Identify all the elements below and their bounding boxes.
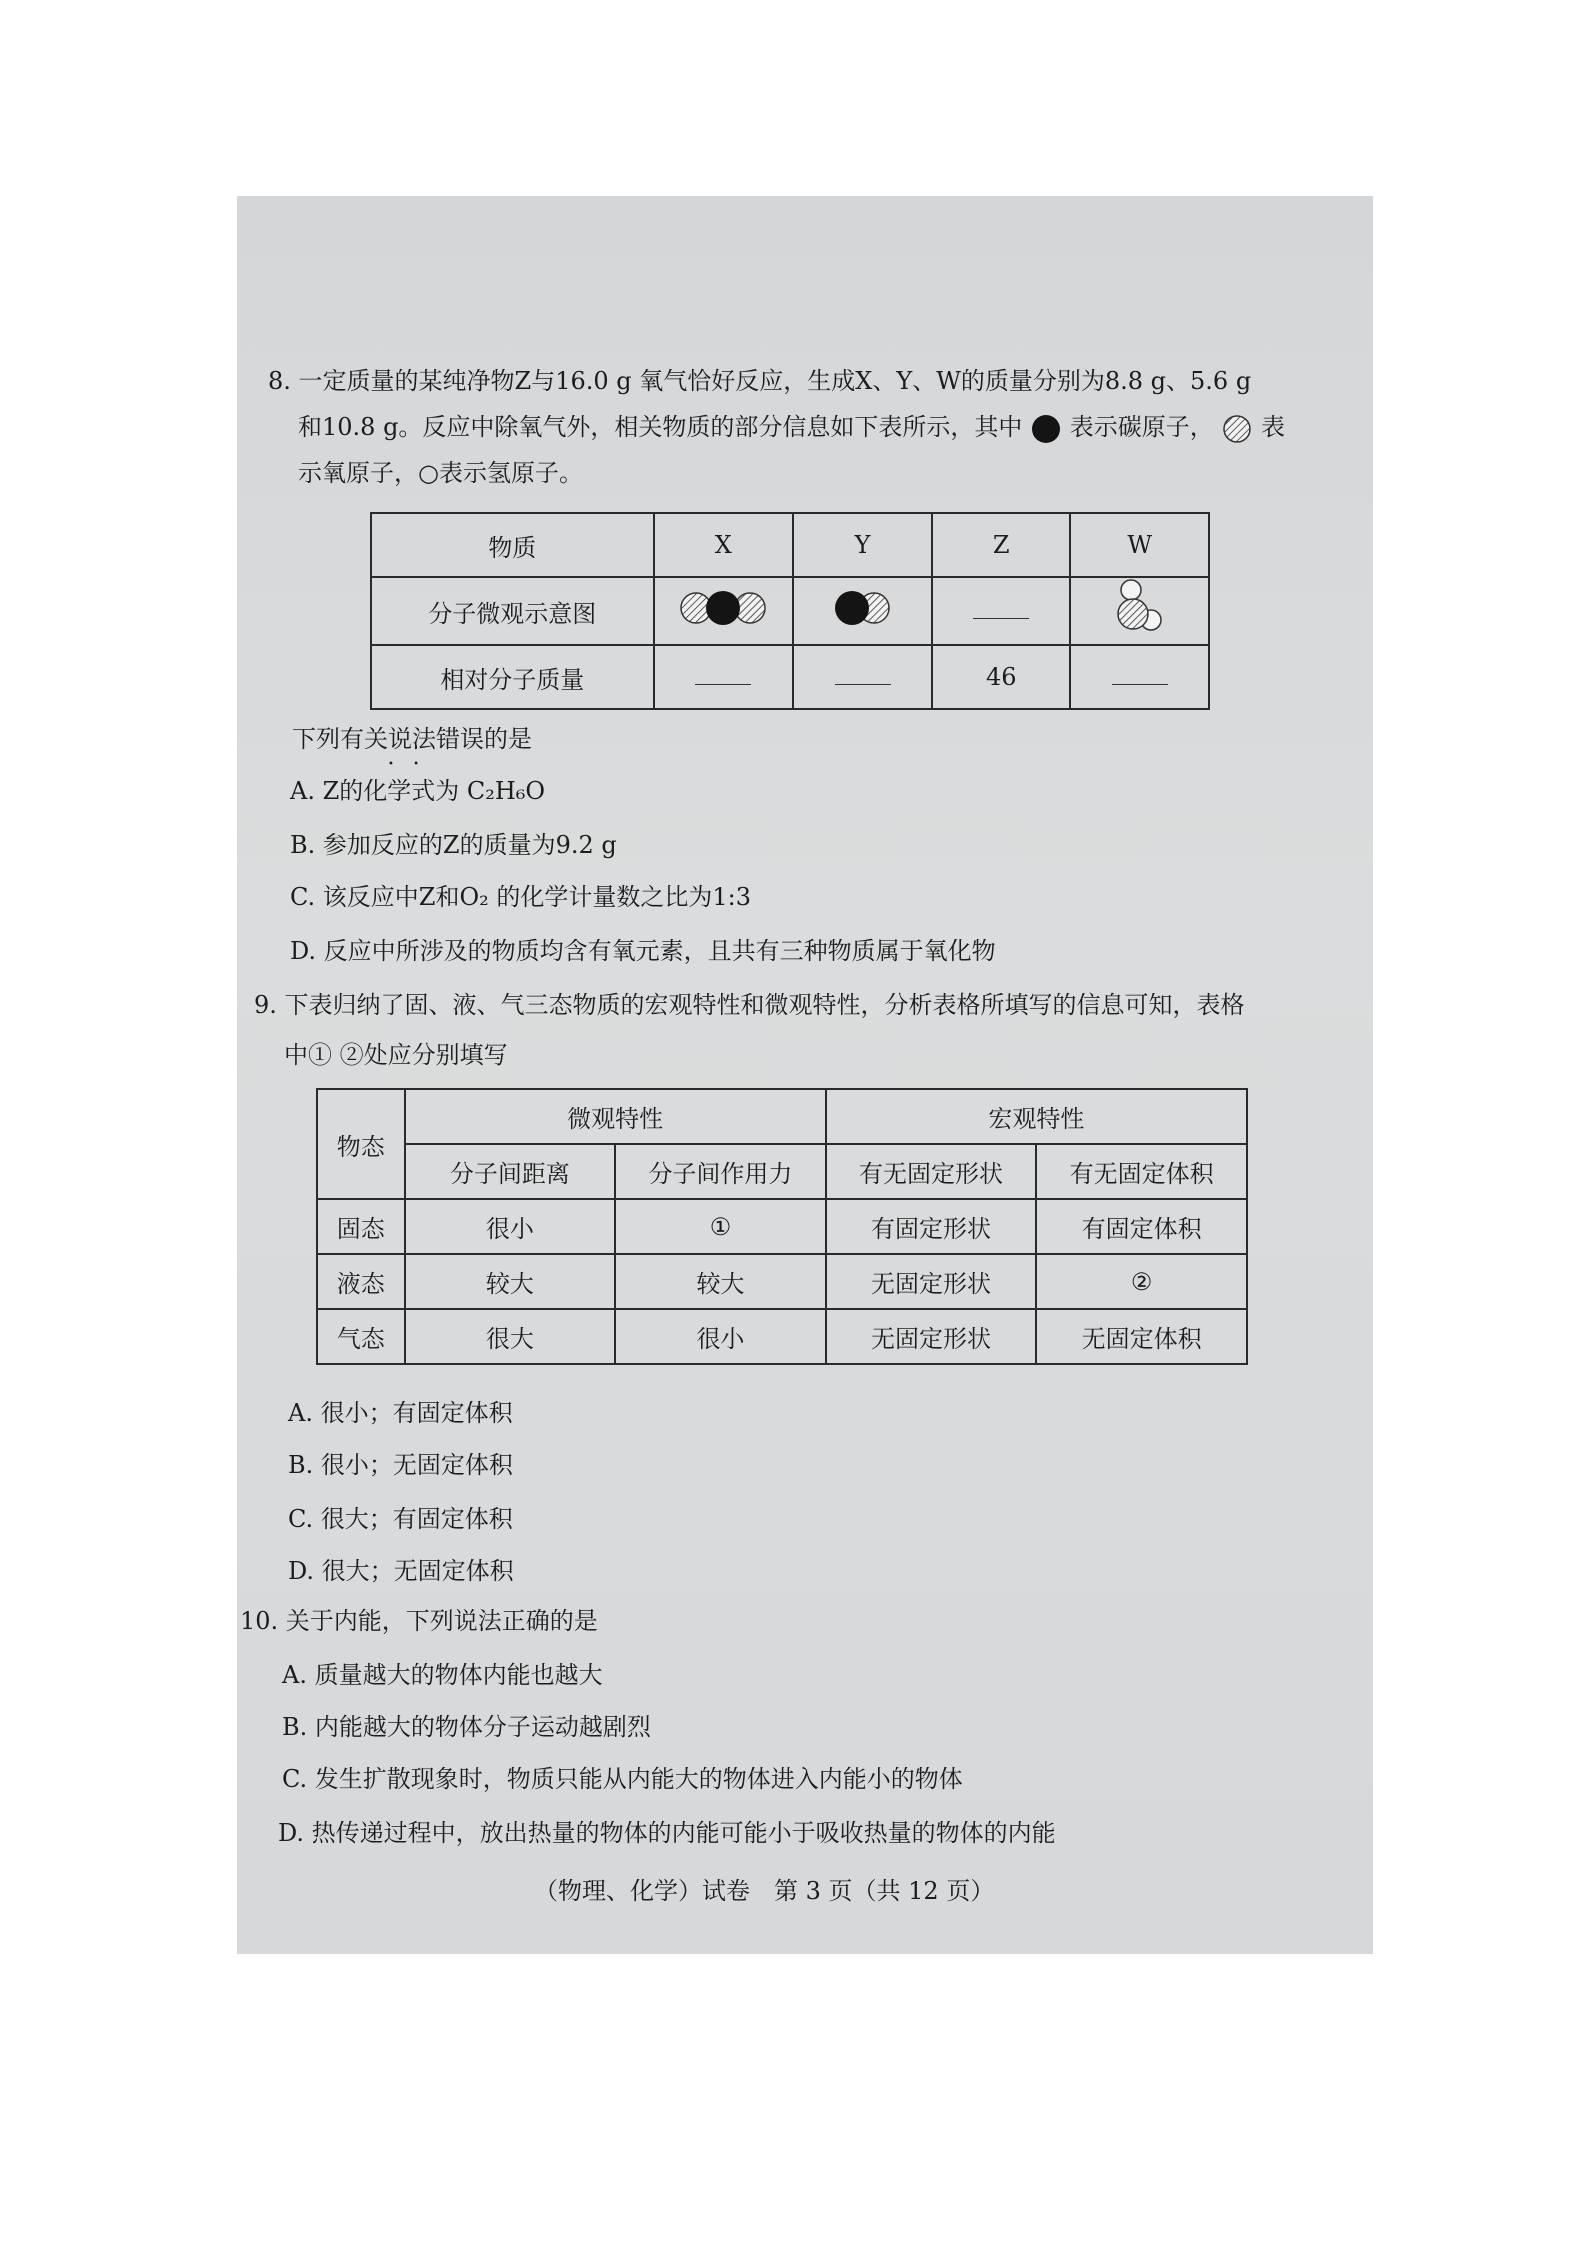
table-header-cell: Z (932, 513, 1070, 577)
table-row (317, 1309, 1247, 1364)
table-row (371, 645, 1209, 709)
molecule-z-cell (932, 577, 1070, 645)
table-cell: 液态 (317, 1254, 405, 1309)
molecule-y-cell (793, 577, 932, 645)
q8-line2 (298, 412, 1285, 444)
page-footer: （物理、化学）试卷 第 3 页（共 12 页） (534, 1877, 995, 1905)
table-cell: 有固定体积 (1036, 1199, 1247, 1254)
q10-option-d: D. 热传递过程中，放出热量的物体的内能可能小于吸收热量的物体的内能 (278, 1819, 1056, 1847)
table-cell: 很小 (615, 1309, 826, 1364)
q9-option-d: D. 很大；无固定体积 (288, 1557, 514, 1585)
q8-line2-a: 和10.8 g。反应中除氧气外，相关物质的部分信息如下表所示，其中 (298, 413, 1023, 441)
row-label: 相对分子质量 (371, 645, 654, 709)
q8-option-a: A. Z的化学式为 C₂H₆O (290, 777, 546, 805)
q9-option-b: B. 很小；无固定体积 (288, 1451, 513, 1479)
molecule-co2-icon (668, 586, 778, 630)
table-row (371, 513, 1209, 577)
q8-line2-b: 表示碳原子， (1069, 413, 1214, 441)
table-cell: ① (615, 1199, 826, 1254)
table-row (317, 1089, 1247, 1144)
oxygen-atom-icon (1221, 414, 1253, 444)
blank-line (835, 664, 891, 685)
q10-option-c: C. 发生扩散现象时，物质只能从内能大的物体进入内能小的物体 (282, 1765, 963, 1793)
q8-prompt: 下列有关说法错误的是 • • (292, 724, 1586, 754)
table-row (371, 577, 1209, 645)
table-cell: 较大 (405, 1254, 616, 1309)
table-cell: 无固定形状 (826, 1254, 1037, 1309)
q9-line2: 中① ②处应分别填写 (284, 1041, 508, 1069)
mass-w-cell (1070, 645, 1209, 709)
molecule-x-cell (654, 577, 793, 645)
carbon-atom-icon (1030, 414, 1062, 444)
table-header-cell: 物质 (371, 513, 654, 577)
macro-header: 宏观特性 (826, 1089, 1247, 1144)
q8-option-c: C. 该反应中Z和O₂ 的化学计量数之比为1:3 (290, 883, 751, 911)
table-header-cell: X (654, 513, 793, 577)
table-cell: 有固定形状 (826, 1199, 1037, 1254)
q8-line3: 示氧原子，○表示氢原子。 (298, 459, 583, 487)
molecule-w-cell (1070, 577, 1209, 645)
q9-table (316, 1088, 1248, 1365)
table-cell: 很小 (405, 1199, 616, 1254)
blank-line (973, 598, 1029, 619)
q8-option-d: D. 反应中所涉及的物质均含有氧元素，且共有三种物质属于氧化物 (290, 937, 996, 965)
molecule-co-icon (818, 586, 908, 630)
row-label: 分子微观示意图 (371, 577, 654, 645)
blank-line (695, 664, 751, 685)
q9-line1: 9. 下表归纳了固、液、气三态物质的宏观特性和微观特性，分析表格所填写的信息可知，表格 (254, 991, 1245, 1019)
table-cell: 固态 (317, 1199, 405, 1254)
table-cell: 无固定体积 (1036, 1309, 1247, 1364)
table-header-cell: Y (793, 513, 932, 577)
table-row (317, 1254, 1247, 1309)
blank-line (1112, 664, 1168, 685)
mass-z-cell: 46 (932, 645, 1070, 709)
state-header: 物态 (317, 1089, 405, 1199)
mass-y-cell (793, 645, 932, 709)
micro-header: 微观特性 (405, 1089, 826, 1144)
q10-stem: 10. 关于内能，下列说法正确的是 (240, 1607, 598, 1635)
table-cell: 很大 (405, 1309, 616, 1364)
sub-header: 分子间距离 (405, 1144, 616, 1199)
q9-option-a: A. 很小；有固定体积 (288, 1399, 513, 1427)
q8-table (370, 512, 1210, 710)
sub-header: 有无固定体积 (1036, 1144, 1247, 1199)
q10-option-b: B. 内能越大的物体分子运动越剧烈 (282, 1713, 651, 1741)
table-row (317, 1144, 1247, 1199)
table-cell: 较大 (615, 1254, 826, 1309)
sub-header: 分子间作用力 (615, 1144, 826, 1199)
q10-option-a: A. 质量越大的物体内能也越大 (282, 1661, 603, 1689)
q8-line1: 8. 一定质量的某纯净物Z与16.0 g 氧气恰好反应，生成X、Y、W的质量分别为8.8 g、5.6 g (268, 367, 1252, 395)
q8-line2-c: 表 (1261, 413, 1285, 441)
q9-option-c: C. 很大；有固定体积 (288, 1505, 513, 1533)
molecule-h2o-icon (1105, 578, 1175, 638)
table-cell: 无固定形状 (826, 1309, 1037, 1364)
q8-option-b: B. 参加反应的Z的质量为9.2 g (290, 831, 617, 859)
mass-x-cell (654, 645, 793, 709)
table-row (317, 1199, 1247, 1254)
sub-header: 有无固定形状 (826, 1144, 1037, 1199)
table-header-cell: W (1070, 513, 1209, 577)
table-cell: 气态 (317, 1309, 405, 1364)
table-cell: ② (1036, 1254, 1247, 1309)
